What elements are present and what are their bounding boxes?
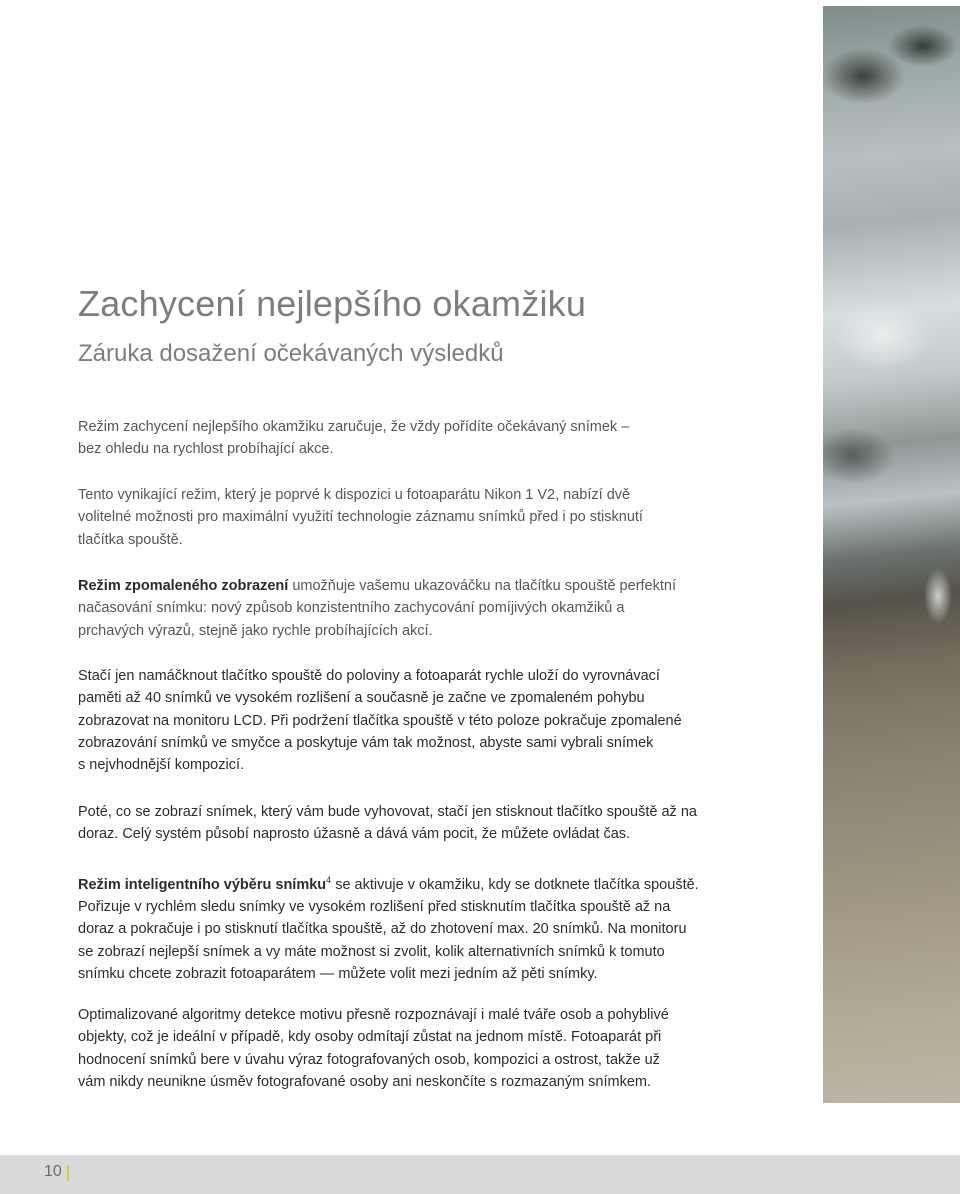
page-number: 10 bbox=[44, 1163, 62, 1180]
page-title: Zachycení nejlepšího okamžiku bbox=[78, 283, 587, 324]
text-line: objekty, což je ideální v případě, kdy osoby odmítají zůstat na jednom místě. Fotoaparát při bbox=[78, 1029, 662, 1046]
availability-paragraph bbox=[78, 484, 778, 551]
smart-photo-paragraph bbox=[78, 869, 778, 985]
page-subtitle: Záruka dosažení očekávaných výsledků bbox=[78, 340, 504, 367]
text-line: se zobrazí nejlepší snímek a vy máte možnost si zvolit, kolik alternativních snímků k tomuto bbox=[78, 943, 665, 960]
slow-view-heading: Režim zpomaleného zobrazení bbox=[78, 578, 289, 594]
page-number-accent bbox=[67, 1165, 69, 1181]
text-line: vám nikdy neunikne úsměv fotografované osoby ani neskončíte s rozmazaným snímkem. bbox=[78, 1073, 652, 1090]
text-line: prchavých výrazů, stejně jako rychle probíhajících akcí. bbox=[78, 622, 433, 639]
text-line: zobrazování snímků ve smyčce a poskytuje vám tak možnost, abyste sami vybrali snímek bbox=[78, 734, 654, 751]
text-line: zobrazovat na monitoru LCD. Při podržení tlačítka spouště v této poloze pokračuje zpomalené bbox=[78, 712, 682, 729]
full-press-paragraph bbox=[78, 801, 778, 846]
text-line: Stačí jen namáčknout tlačítko spouště do poloviny a fotoaparát rychle uloží do vyrovnávací bbox=[78, 668, 660, 684]
text-line bbox=[78, 869, 778, 896]
text-run: umožňuje vašemu ukazováčku na tlačítku spouště perfektní bbox=[288, 578, 676, 594]
text-line: Režim zachycení nejlepšího okamžiku zaručuje, že vždy pořídíte očekávaný snímek – bbox=[78, 419, 630, 435]
text-line: volitelné možnosti pro maximální využití technologie záznamu snímků před i po stisknutí bbox=[78, 509, 643, 526]
text-line: doraz a pokračuje i po stisknutí tlačítka spouště, až do zhotovení max. 20 snímků. Na monitoru bbox=[78, 921, 687, 938]
text-line: načasování snímku: nový způsob konzistentního zachycování pomíjivých okamžiků a bbox=[78, 600, 625, 617]
text-line: hodnocení snímků bere v úvahu výraz fotografovaných osob, kompozici a ostrost, takže už bbox=[78, 1051, 660, 1068]
intro-paragraph bbox=[78, 416, 778, 461]
text-line bbox=[78, 575, 778, 597]
text-line: Poté, co se zobrazí snímek, který vám bude vyhovovat, stačí jen stisknout tlačítko spouště až na bbox=[78, 804, 697, 820]
text-line: Tento vynikající režim, který je poprvé k dispozici u fotoaparátu Nikon 1 V2, nabízí dvě bbox=[78, 487, 631, 503]
slow-view-paragraph bbox=[78, 575, 778, 642]
buffer-paragraph bbox=[78, 665, 778, 776]
text-line: Optimalizované algoritmy detekce motivu přesně rozpoznávají i malé tváře osob a pohyblivé bbox=[78, 1007, 669, 1023]
text-line: tlačítka spouště. bbox=[78, 531, 183, 548]
text-line: bez ohledu na rychlost probíhající akce. bbox=[78, 441, 334, 458]
text-line: doraz. Celý systém působí naprosto úžasně a dává vám pocit, že můžete ovládat čas. bbox=[78, 826, 631, 843]
text-line: Pořizuje v rychlém sledu snímky ve vysokém rozlišení před stisknutím tlačítka spouště až na bbox=[78, 899, 671, 916]
detection-paragraph bbox=[78, 1004, 778, 1093]
text-line: snímku chcete zobrazit fotoaparátem — můžete volit mezi jedním až pěti snímky. bbox=[78, 966, 598, 983]
text-line: s nejvhodnější kompozicí. bbox=[78, 757, 245, 774]
smart-photo-heading: Režim inteligentního výběru snímku bbox=[78, 876, 327, 893]
page-footer-bar bbox=[0, 1155, 960, 1194]
footnote-marker: 4 bbox=[326, 875, 332, 885]
text-run: se aktivuje v okamžiku, kdy se dotknete tlačítka spouště. bbox=[331, 876, 699, 893]
waterfall-photo-strip bbox=[823, 6, 960, 1103]
text-line: paměti až 40 snímků ve vysokém rozlišení a současně je začne ve zpomaleném pohybu bbox=[78, 690, 645, 707]
